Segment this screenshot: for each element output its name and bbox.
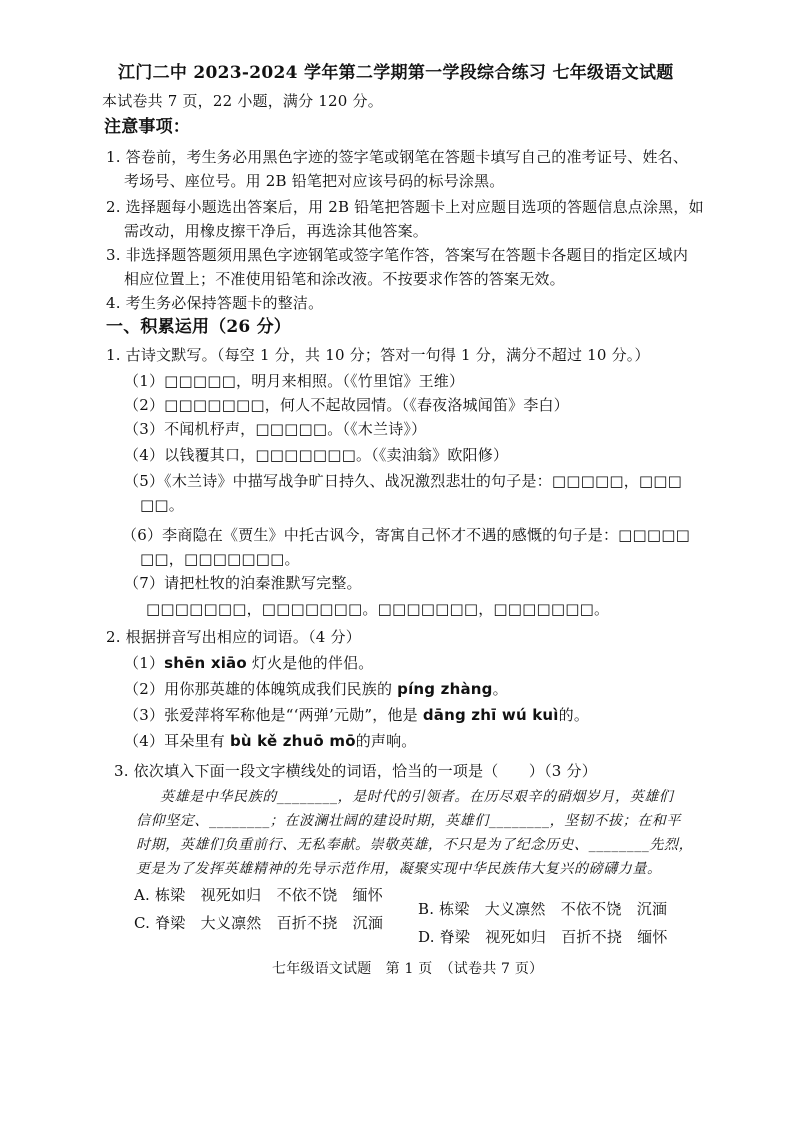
q3-stem: 3. 依次填入下面一段文字横线处的词语，恰当的一项是（ ）（3 分）: [114, 762, 597, 780]
notice-line: 3. 非选择题答题须用黑色字迹钢笔或签字笔作答，答案写在答题卡各题目的指定区域内: [106, 246, 689, 264]
exam-title: 江门二中 2023-2024 学年第二学期第一学段综合练习 七年级语文试题: [118, 63, 674, 83]
q2-item-num: （3）: [124, 706, 165, 724]
q2-item-num: （4）: [124, 732, 165, 750]
exam-subtitle: 本试卷共 7 页，22 小题，满分 120 分。: [102, 92, 383, 110]
notice-line: 需改动，用橡皮擦干净后，再选涂其他答案。: [124, 222, 429, 240]
q1-line: □□，□□□□□□□。: [140, 550, 300, 568]
q2-item: [124, 652, 373, 674]
q3-option-b: B. 栋梁 大义凛然 不依不饶 沉湎: [418, 900, 668, 918]
q3-passage-line: 时期，英雄们负重前行、无私奉献。崇敬英雄，不只是为了纪念历史、________先烈，: [136, 837, 694, 853]
q2-item-text: 灯火是他的伴侣。: [246, 654, 374, 672]
q2-item-num: （2）: [124, 680, 165, 698]
section-heading: 一、积累运用（26 分）: [106, 317, 291, 337]
q3-passage-line: 更是为了发挥英雄精神的先导示范作用，凝聚实现中华民族伟大复兴的磅礴力量。: [136, 861, 662, 877]
q2-stem: 2. 根据拼音写出相应的词语。（4 分）: [106, 628, 361, 646]
notice-line: 相应位置上；不准使用铅笔和涂改液。不按要求作答的答案无效。: [124, 270, 565, 288]
q2-item-text: 用你那英雄的体魄筑成我们民族的: [164, 680, 398, 698]
q2-item-text: 。: [492, 680, 508, 698]
notice-line: 2. 选择题每小题选出答案后，用 2B 铅笔把答题卡上对应题目选项的答题信息点涂黑，如: [106, 198, 704, 216]
q2-item-text: 耳朵里有: [164, 732, 230, 750]
q2-item-pinyin: bù kě zhuō mō: [229, 732, 356, 750]
q1-line: （4）以钱覆其口，□□□□□□□。（《卖油翁》欧阳修）: [124, 446, 509, 464]
page-footer: 七年级语文试题 第 1 页 （试卷共 7 页）: [272, 961, 544, 977]
q1-line: （6）李商隐在《贾生》中托古讽今，寄寓自己怀才不遇的感慨的句子是：□□□□□: [122, 526, 691, 544]
q1-stem: 1. 古诗文默写。（每空 1 分，共 10 分；答对一句得 1 分，满分不超过 10 分。）: [106, 346, 650, 364]
q1-line: （1）□□□□□，明月来相照。（《竹里馆》王维）: [124, 372, 465, 390]
notice-line: 考场号、座位号。用 2B 铅笔把对应该号码的标号涂黑。: [124, 172, 505, 190]
q2-item-pinyin: dāng zhī wú kuì: [422, 706, 559, 724]
notice-line: 4. 考生务必保持答题卡的整洁。: [106, 294, 324, 312]
q1-line: （3）不闻机杼声，□□□□□。（《木兰诗》）: [124, 420, 427, 438]
q1-line: □□。: [140, 496, 184, 514]
q2-item: [124, 730, 417, 752]
q2-item-text: 张爱萍将军称他是“‘两弹’元勋”，他是: [164, 706, 423, 724]
notice-line: 1. 答卷前，考生务必用黑色字迹的签字笔或钢笔在答题卡填写自己的准考证号、姓名、: [106, 148, 689, 166]
q1-line: □□□□□□□，□□□□□□□。□□□□□□□，□□□□□□□。: [146, 600, 610, 618]
q1-line: （7）请把杜牧的泊秦淮默写完整。: [124, 574, 362, 592]
q2-item: [124, 704, 589, 726]
q3-passage-line: 信仰坚定、________；在波澜壮阔的建设时期，英雄们________，坚韧不拔；在和平: [136, 813, 681, 829]
q3-option-d: D. 脊梁 视死如归 百折不挠 缅怀: [418, 928, 668, 946]
q3-option-c: C. 脊梁 大义凛然 百折不挠 沉湎: [134, 914, 384, 932]
q1-line: （2）□□□□□□□，何人不起故园情。（《春夜洛城闻笛》李白）: [124, 396, 569, 414]
q3-option-a: A. 栋梁 视死如归 不依不饶 缅怀: [134, 886, 383, 904]
q2-item: [124, 678, 508, 700]
notice-heading: 注意事项：: [104, 117, 190, 137]
q3-passage-line: 英雄是中华民族的________，是时代的引领者。在历尽艰辛的硝烟岁月，英雄们: [160, 789, 674, 805]
q2-item-num: （1）: [124, 654, 165, 672]
q1-line: （5）《木兰诗》中描写战争旷日持久、战况激烈悲壮的句子是：□□□□□，□□□: [124, 472, 683, 490]
q2-item-text: 的。: [558, 706, 590, 724]
q2-item-pinyin: píng zhàng: [397, 680, 493, 698]
q2-item-text: 的声响。: [355, 732, 417, 750]
q2-item-pinyin: shēn xiāo: [164, 654, 247, 672]
